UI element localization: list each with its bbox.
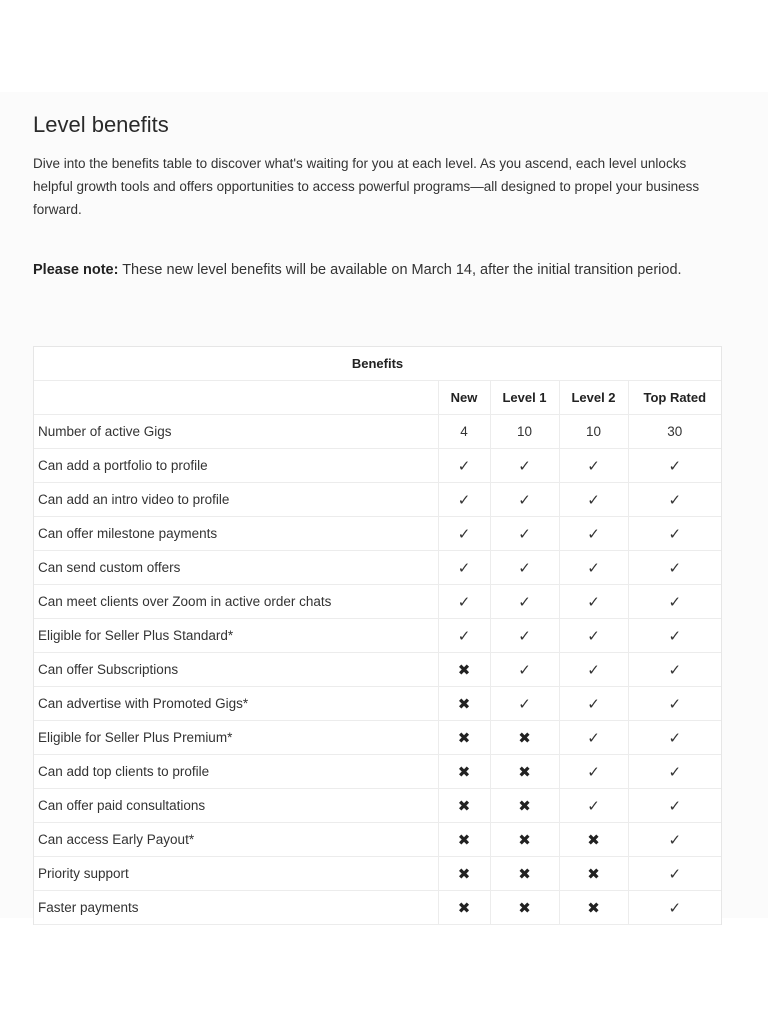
table-row [34,551,721,585]
check-icon: ✓ [668,831,682,849]
cell-level-2 [559,653,628,687]
cell-level-2 [559,789,628,823]
cell-top-rated [628,551,721,585]
table-row [34,755,721,789]
check-icon: ✓ [457,627,471,645]
cell-new [438,687,490,721]
cell-level-1 [490,449,559,483]
cell-top-rated [628,857,721,891]
cell-level-1 [490,789,559,823]
table-row [34,619,721,653]
table-row [34,823,721,857]
cell-new [438,619,490,653]
cell-level-1 [490,585,559,619]
cross-icon: ✖ [457,899,471,917]
check-icon: ✓ [668,559,682,577]
cell-top-rated [628,789,721,823]
check-icon: ✓ [518,525,531,543]
cell-level-1 [490,415,559,449]
check-icon: ✓ [457,559,471,577]
benefit-label: Can offer milestone payments [34,517,438,551]
cross-icon: ✖ [587,899,600,917]
note-paragraph [33,258,743,283]
cross-icon: ✖ [518,831,531,849]
table-row [34,789,721,823]
cell-value: 10 [585,424,602,439]
cross-icon: ✖ [518,797,531,815]
cell-new [438,517,490,551]
check-icon: ✓ [587,525,600,543]
cross-icon: ✖ [457,661,471,679]
table-row [34,721,721,755]
benefit-label: Can add an intro video to profile [34,483,438,517]
cross-icon: ✖ [457,831,471,849]
check-icon: ✓ [587,559,600,577]
cell-new [438,755,490,789]
cell-new [438,721,490,755]
cell-top-rated [628,653,721,687]
cross-icon: ✖ [587,865,600,883]
content-panel [0,92,768,918]
check-icon: ✓ [518,593,531,611]
table-row [34,891,721,925]
cell-new [438,449,490,483]
cell-new [438,823,490,857]
check-icon: ✓ [518,559,531,577]
cell-new [438,653,490,687]
cross-icon: ✖ [457,865,471,883]
benefit-label: Can advertise with Promoted Gigs* [34,687,438,721]
level-header-level-2: Level 2 [559,381,628,415]
cell-level-1 [490,687,559,721]
cell-value: 30 [667,424,683,439]
cross-icon: ✖ [587,831,600,849]
check-icon: ✓ [457,593,471,611]
level-header-blank [34,381,438,415]
benefit-label: Priority support [34,857,438,891]
level-header-row [34,381,721,415]
check-icon: ✓ [587,763,600,781]
cell-top-rated [628,585,721,619]
cell-level-2 [559,585,628,619]
cross-icon: ✖ [457,729,471,747]
cell-level-2 [559,449,628,483]
benefits-header: Benefits [34,347,721,381]
cell-level-1 [490,823,559,857]
check-icon: ✓ [668,661,682,679]
cell-level-2 [559,551,628,585]
check-icon: ✓ [668,457,682,475]
cell-value: 10 [516,424,533,439]
check-icon: ✓ [668,899,682,917]
table-row [34,857,721,891]
cross-icon: ✖ [457,695,471,713]
cell-level-2 [559,415,628,449]
cell-level-1 [490,891,559,925]
benefit-label: Eligible for Seller Plus Standard* [34,619,438,653]
cell-top-rated [628,415,721,449]
benefit-label: Can access Early Payout* [34,823,438,857]
check-icon: ✓ [668,695,682,713]
cell-level-2 [559,619,628,653]
cell-level-1 [490,721,559,755]
table-row [34,483,721,517]
table-row [34,449,721,483]
cross-icon: ✖ [457,763,471,781]
cell-level-1 [490,755,559,789]
check-icon: ✓ [668,865,682,883]
check-icon: ✓ [587,627,600,645]
level-header-top-rated: Top Rated [628,381,721,415]
cell-level-1 [490,653,559,687]
check-icon: ✓ [587,457,600,475]
cell-new [438,891,490,925]
note-label: Please note: [33,262,119,278]
page-title: Level benefits [33,112,169,137]
check-icon: ✓ [668,491,682,509]
cell-top-rated [628,687,721,721]
cell-level-1 [490,857,559,891]
cell-level-2 [559,891,628,925]
cell-level-2 [559,483,628,517]
check-icon: ✓ [457,491,471,509]
benefit-label: Can offer paid consultations [34,789,438,823]
cross-icon: ✖ [518,763,531,781]
cell-level-2 [559,755,628,789]
cell-level-1 [490,517,559,551]
check-icon: ✓ [518,627,531,645]
check-icon: ✓ [587,661,600,679]
check-icon: ✓ [668,593,682,611]
check-icon: ✓ [668,797,682,815]
cross-icon: ✖ [518,729,531,747]
cell-level-2 [559,823,628,857]
check-icon: ✓ [668,627,682,645]
level-header-new: New [438,381,490,415]
check-icon: ✓ [587,695,600,713]
cell-top-rated [628,721,721,755]
check-icon: ✓ [457,525,471,543]
cell-new [438,857,490,891]
cell-top-rated [628,449,721,483]
cross-icon: ✖ [518,865,531,883]
cell-level-2 [559,857,628,891]
cell-level-2 [559,517,628,551]
cell-level-1 [490,483,559,517]
benefit-label: Can send custom offers [34,551,438,585]
cell-top-rated [628,891,721,925]
cell-top-rated [628,517,721,551]
check-icon: ✓ [587,797,600,815]
cell-top-rated [628,755,721,789]
cell-new [438,551,490,585]
cell-value: 4 [460,424,468,439]
table-header-row [34,347,721,381]
cell-top-rated [628,483,721,517]
cell-new [438,585,490,619]
benefits-table [34,347,721,925]
cell-new [438,415,490,449]
cross-icon: ✖ [457,797,471,815]
check-icon: ✓ [587,729,600,747]
level-header-level-1: Level 1 [490,381,559,415]
cell-new [438,789,490,823]
benefit-label: Can offer Subscriptions [34,653,438,687]
cell-top-rated [628,823,721,857]
cell-top-rated [628,619,721,653]
check-icon: ✓ [518,661,531,679]
table-row [34,517,721,551]
top-margin [0,0,768,92]
benefit-label: Eligible for Seller Plus Premium* [34,721,438,755]
check-icon: ✓ [587,593,600,611]
benefit-label: Can meet clients over Zoom in active order chats [34,585,438,619]
check-icon: ✓ [587,491,600,509]
check-icon: ✓ [518,457,531,475]
benefit-label: Number of active Gigs [34,415,438,449]
cell-level-2 [559,721,628,755]
benefit-label: Faster payments [34,891,438,925]
check-icon: ✓ [668,763,682,781]
check-icon: ✓ [668,729,682,747]
check-icon: ✓ [518,695,531,713]
table-row [34,653,721,687]
check-icon: ✓ [457,457,471,475]
cell-level-1 [490,551,559,585]
benefit-label: Can add top clients to profile [34,755,438,789]
benefit-label: Can add a portfolio to profile [34,449,438,483]
benefits-table-container [33,346,722,925]
note-text: These new level benefits will be available on March 14, after the initial transition period. [118,262,682,278]
check-icon: ✓ [518,491,531,509]
check-icon: ✓ [668,525,682,543]
table-row [34,687,721,721]
table-row [34,585,721,619]
cross-icon: ✖ [518,899,531,917]
intro-paragraph: Dive into the benefits table to discover what's waiting for you at each level. As you ascend, each level unlocks helpful growth tools and offers opportunities to access powerful programs—all designed to propel your business forward. [33,156,700,217]
table-row [34,415,721,449]
cell-level-2 [559,687,628,721]
cell-new [438,483,490,517]
cell-level-1 [490,619,559,653]
